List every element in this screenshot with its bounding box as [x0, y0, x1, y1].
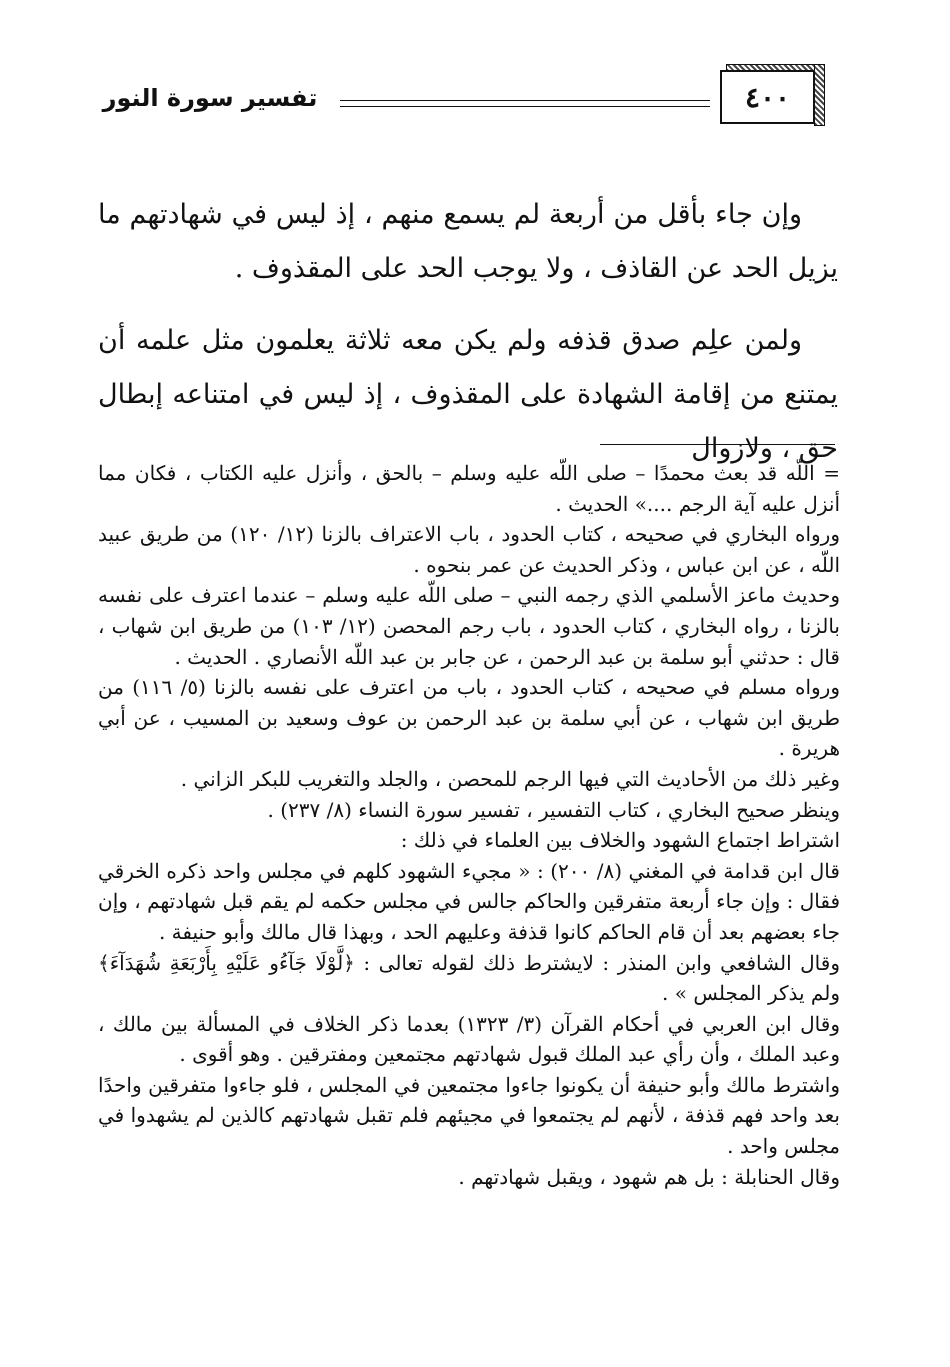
page-number-frame-shadow-side [814, 64, 825, 126]
footnote-paragraph: وقال ابن العربي في أحكام القرآن (٣/ ١٣٢٣) بعدما ذكر الخلاف في المسألة بين مالك ، وعبد الملك ، وأن رأي عبد الملك قبول شهادتهم مجتمعين ومفترقين . وهو أقوى . [98, 1011, 840, 1067]
footnotes [98, 458, 840, 1192]
running-title: تفسير سورة النور [102, 84, 318, 112]
footnote-paragraph: وقال الشافعي وابن المنذر : لايشترط ذلك لقوله تعالى : ﴿لَّوْلَا جَآءُو عَلَيْهِ بِأَرْبَعَةِ شُهَدَآءَ﴾ ولم يذكر المجلس » . [98, 950, 840, 1006]
header-rule-top [340, 100, 710, 101]
body-paragraph: وإن جاء بأقل من أربعة لم يسمع منهم ، إذ ليس في شهادتهم ما يزيل الحد عن القاذف ، ولا يوجب الحد على المقذوف . [98, 199, 838, 284]
footnote-paragraph: واشترط مالك وأبو حنيفة أن يكونوا جاءوا مجتمعين في المجلس ، فلو جاءوا متفرقين واحدًا بعد واحد فهم قذفة ، لأنهم لم يجتمعوا في مجيئهم فلم تقبل شهادتهم كالذين لم يشهدوا في مجلس واحد . [98, 1072, 840, 1159]
footnote-paragraph: وقال الحنابلة : بل هم شهود ، ويقبل شهادتهم . [458, 1164, 840, 1189]
page-number: ٤٠٠ [720, 70, 815, 124]
footnote-paragraph: ورواه مسلم في صحيحه ، كتاب الحدود ، باب من اعترف على نفسه بالزنا (٥/ ١١٦) من طريق ابن شهاب ، عن أبي سلمة بن عبد الرحمن بن عوف وسعيد بن المسيب ، عن أبي هريرة . [98, 675, 840, 761]
footnote-paragraph: وينظر صحيح البخاري ، كتاب التفسير ، تفسير سورة النساء (٨/ ٢٣٧) . [267, 797, 840, 822]
footnote-paragraph: قال ابن قدامة في المغني (٨/ ٢٠٠) : « مجيء الشهود كلهم في مجلس واحد ذكره الخرقي فقال : وإن جاء أربعة متفرقين والحاكم جالس في مجلس حكمه لم يقم قبل شهادتهم ، وإن جاء بعضهم بعد أن قام الحاكم كانوا قذفة وعليهم الحد ، وبهذا قال مالك وأبو حنيفة . [98, 858, 840, 944]
main-body [98, 188, 838, 494]
header-rule-bottom [340, 106, 710, 107]
footnote-paragraph: وغير ذلك من الأحاديث التي فيها الرجم للمحصن ، والجلد والتغريب للبكر الزاني . [180, 766, 840, 791]
page-header [90, 60, 840, 140]
footnote-paragraph: اشتراط اجتماع الشهود والخلاف بين العلماء في ذلك : [400, 828, 840, 853]
footnote-separator [600, 444, 835, 445]
footnote-paragraph: وحديث ماعز الأسلمي الذي رجمه النبي – صلى اللّه عليه وسلم – عندما اعترف على نفسه بالزنا ، رواه البخاري ، كتاب الحدود ، باب رجم المحصن (١٢/ ١٠٣) من طريق ابن شهاب ، قال : حدثني أبو سلمة بن عبد الرحمن ، عن جابر بن عبد اللّه الأنصاري . الحديث . [98, 583, 840, 669]
footnote-paragraph: = اللّه قد بعث محمدًا – صلى اللّه عليه وسلم – بالحق ، وأنزل عليه الكتاب ، فكان مما أنزل عليه آية الرجم ....» الحديث . [98, 461, 840, 516]
footnote-paragraph: ورواه البخاري في صحيحه ، كتاب الحدود ، باب الاعتراف بالزنا (١٢/ ١٢٠) من طريق عبيد اللّه ، عن ابن عباس ، وذكر الحديث عن عمر بنحوه . [98, 522, 840, 577]
body-paragraph: ولمن علِم صدق قذفه ولم يكن معه ثلاثة يعلمون مثل علمه أن يمتنع من إقامة الشهادة على المقذوف ، إذ ليس في امتناعه إبطال حق ، ولازوال [98, 325, 838, 464]
